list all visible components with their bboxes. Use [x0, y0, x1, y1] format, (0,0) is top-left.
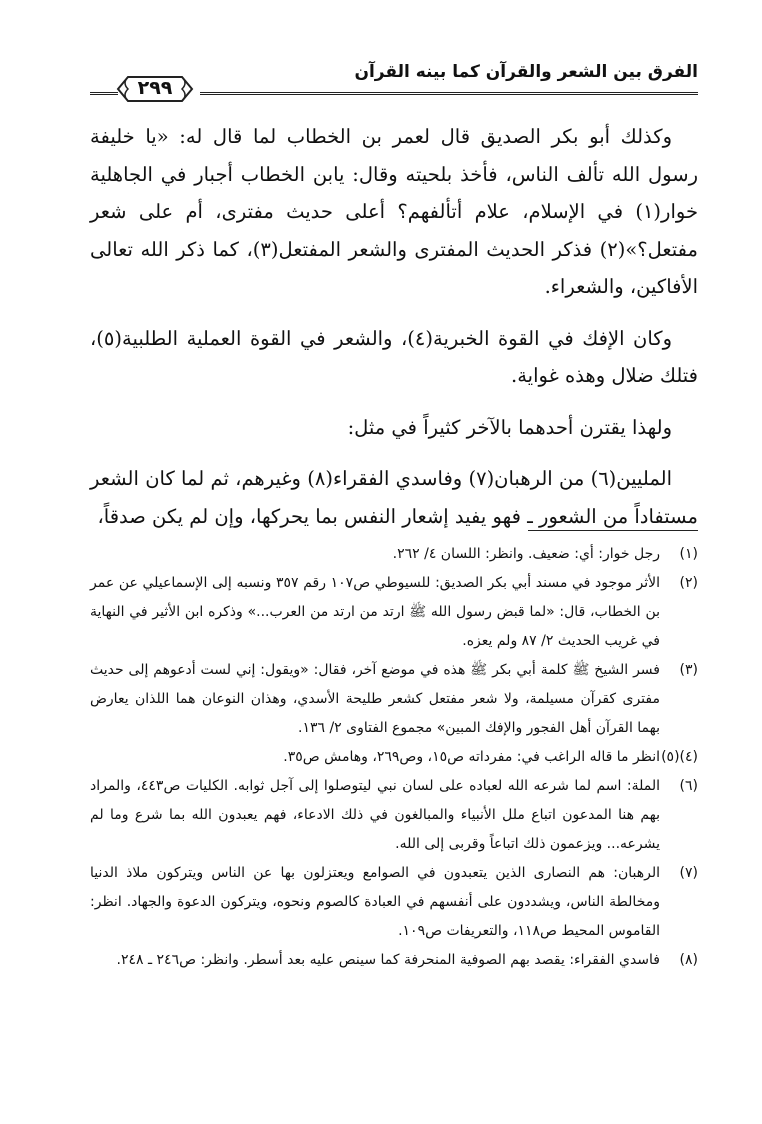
footnote-text: الأثر موجود في مسند أبي بكر الصديق: للسيوطي ص١٠٧ رقم ٣٥٧ ونسبه إلى الإسماعيلي عن عمر بن الخطاب، قال: «لما قبض رسول الله ﷺ ارتد من ارتد من العرب...» وذكره ابن الأثير في النهاية في غريب الحديث ٢/ ٨٧ ولم يعزه. [90, 575, 661, 649]
page-header [90, 60, 698, 100]
footnote [90, 540, 698, 569]
footnote [90, 946, 698, 975]
paragraph: المليين(٦) من الرهبان(٧) وفاسدي الفقراء(٨) وغيرهم، ثم لما كان الشعر مستفاداً من الشعور ـ فهو يفيد إشعار النفس بما يحركها، وإن لم يكن صدقاً، [90, 467, 698, 528]
footnote-number: (٦) [679, 778, 698, 794]
paragraph: وكذلك أبو بكر الصديق قال لعمر بن الخطاب لما قال له: «يا خليفة رسول الله تألف الناس، فأخذ بلحيته وقال: يابن الخطاب أجبار في الجاهلية خوار(١) في الإسلام، علام أتألفهم؟ أعلى حديث مفترى، أم على شعر مفتعل؟»(٢) فذكر الحديث المفترى والشعر المفتعل(٣)، كما ذكر الله تعالى الأفاكين، والشعراء. [90, 125, 698, 298]
footnote-text: فاسدي الفقراء: يقصد بهم الصوفية المنحرفة كما سينص عليه بعد أسطر. وانظر: ص٢٤٦ ـ ٢٤٨. [116, 952, 660, 968]
header-rule [200, 92, 698, 95]
footnote [90, 656, 698, 743]
footnote-number: (٢) [679, 575, 698, 591]
page-number: ٢٩٩ [137, 77, 173, 99]
running-title: الفرق بين الشعر والقرآن كما بينه القرآن [354, 62, 698, 82]
footnote-number: (١) [679, 546, 698, 562]
footnote [90, 772, 698, 859]
footnote-number: (٤)(٥) [661, 749, 698, 765]
footnote [90, 743, 698, 772]
footnotes [90, 540, 698, 975]
footnote [90, 569, 698, 656]
footnote-number: (٧) [679, 865, 698, 881]
footnote-text: الرهبان: هم النصارى الذين يتعبدون في الصوامع ويعتزلون بها عن الناس ويتركون ملاذ الدنيا ومخالطة الناس، ويشددون على أنفسهم في العبادة كالصوم ونحوه، ويتركون الدعوة والجهاد. انظر: القاموس المحيط ص١١٨، والتعريفات ص١٠٩. [90, 865, 660, 939]
header-left-rule [90, 92, 118, 95]
paragraph: وكان الإفك في القوة الخبرية(٤)، والشعر في القوة العملية الطلبية(٥)، فتلك ضلال وهذه غواية. [90, 326, 698, 387]
page-number-ornament [116, 72, 194, 106]
footnote-text: انظر ما قاله الراغب في: مفرداته ص١٥، وص٢٦٩، وهامش ص٣٥. [283, 749, 660, 765]
footnote-text: فسر الشيخ ﷺ كلمة أبي بكر ﷺ هذه في موضع آخر، فقال: «ويقول: إني لست أدعوهم إلى حديث مفترى كقرآن مسيلمة، ولا شعر مفتعل كشعر طليحة الأسدي، وهذان النوعان هما اللذان يعارض بهما القرآن أهل الفجور والإفك المبين» مجموع الفتاوى ٢/ ١٣٦. [90, 662, 660, 736]
footnotes-separator [528, 530, 698, 531]
paragraph: ولهذا يقترن أحدهما بالآخر كثيراً في مثل: [347, 415, 672, 439]
footnote-text: رجل خوار: أي: ضعيف. وانظر: اللسان ٤/ ٢٦٢. [392, 546, 660, 562]
main-text [90, 118, 698, 549]
footnote [90, 859, 698, 946]
footnote-text: الملة: اسم لما شرعه الله لعباده على لسان نبي ليتوصلوا إلى آجل ثوابه. الكليات ص٤٤٣، والمراد بهم هنا المدعون اتباع ملل الأنبياء والمبالغون في ذلك الادعاء، فهم يعبدون الله بما شرع وما لم يشرعه... ويزعمون ذلك اتباعاً وقربى إلى الله. [90, 778, 660, 852]
footnote-number: (٣) [679, 662, 698, 678]
footnote-number: (٨) [679, 952, 698, 968]
